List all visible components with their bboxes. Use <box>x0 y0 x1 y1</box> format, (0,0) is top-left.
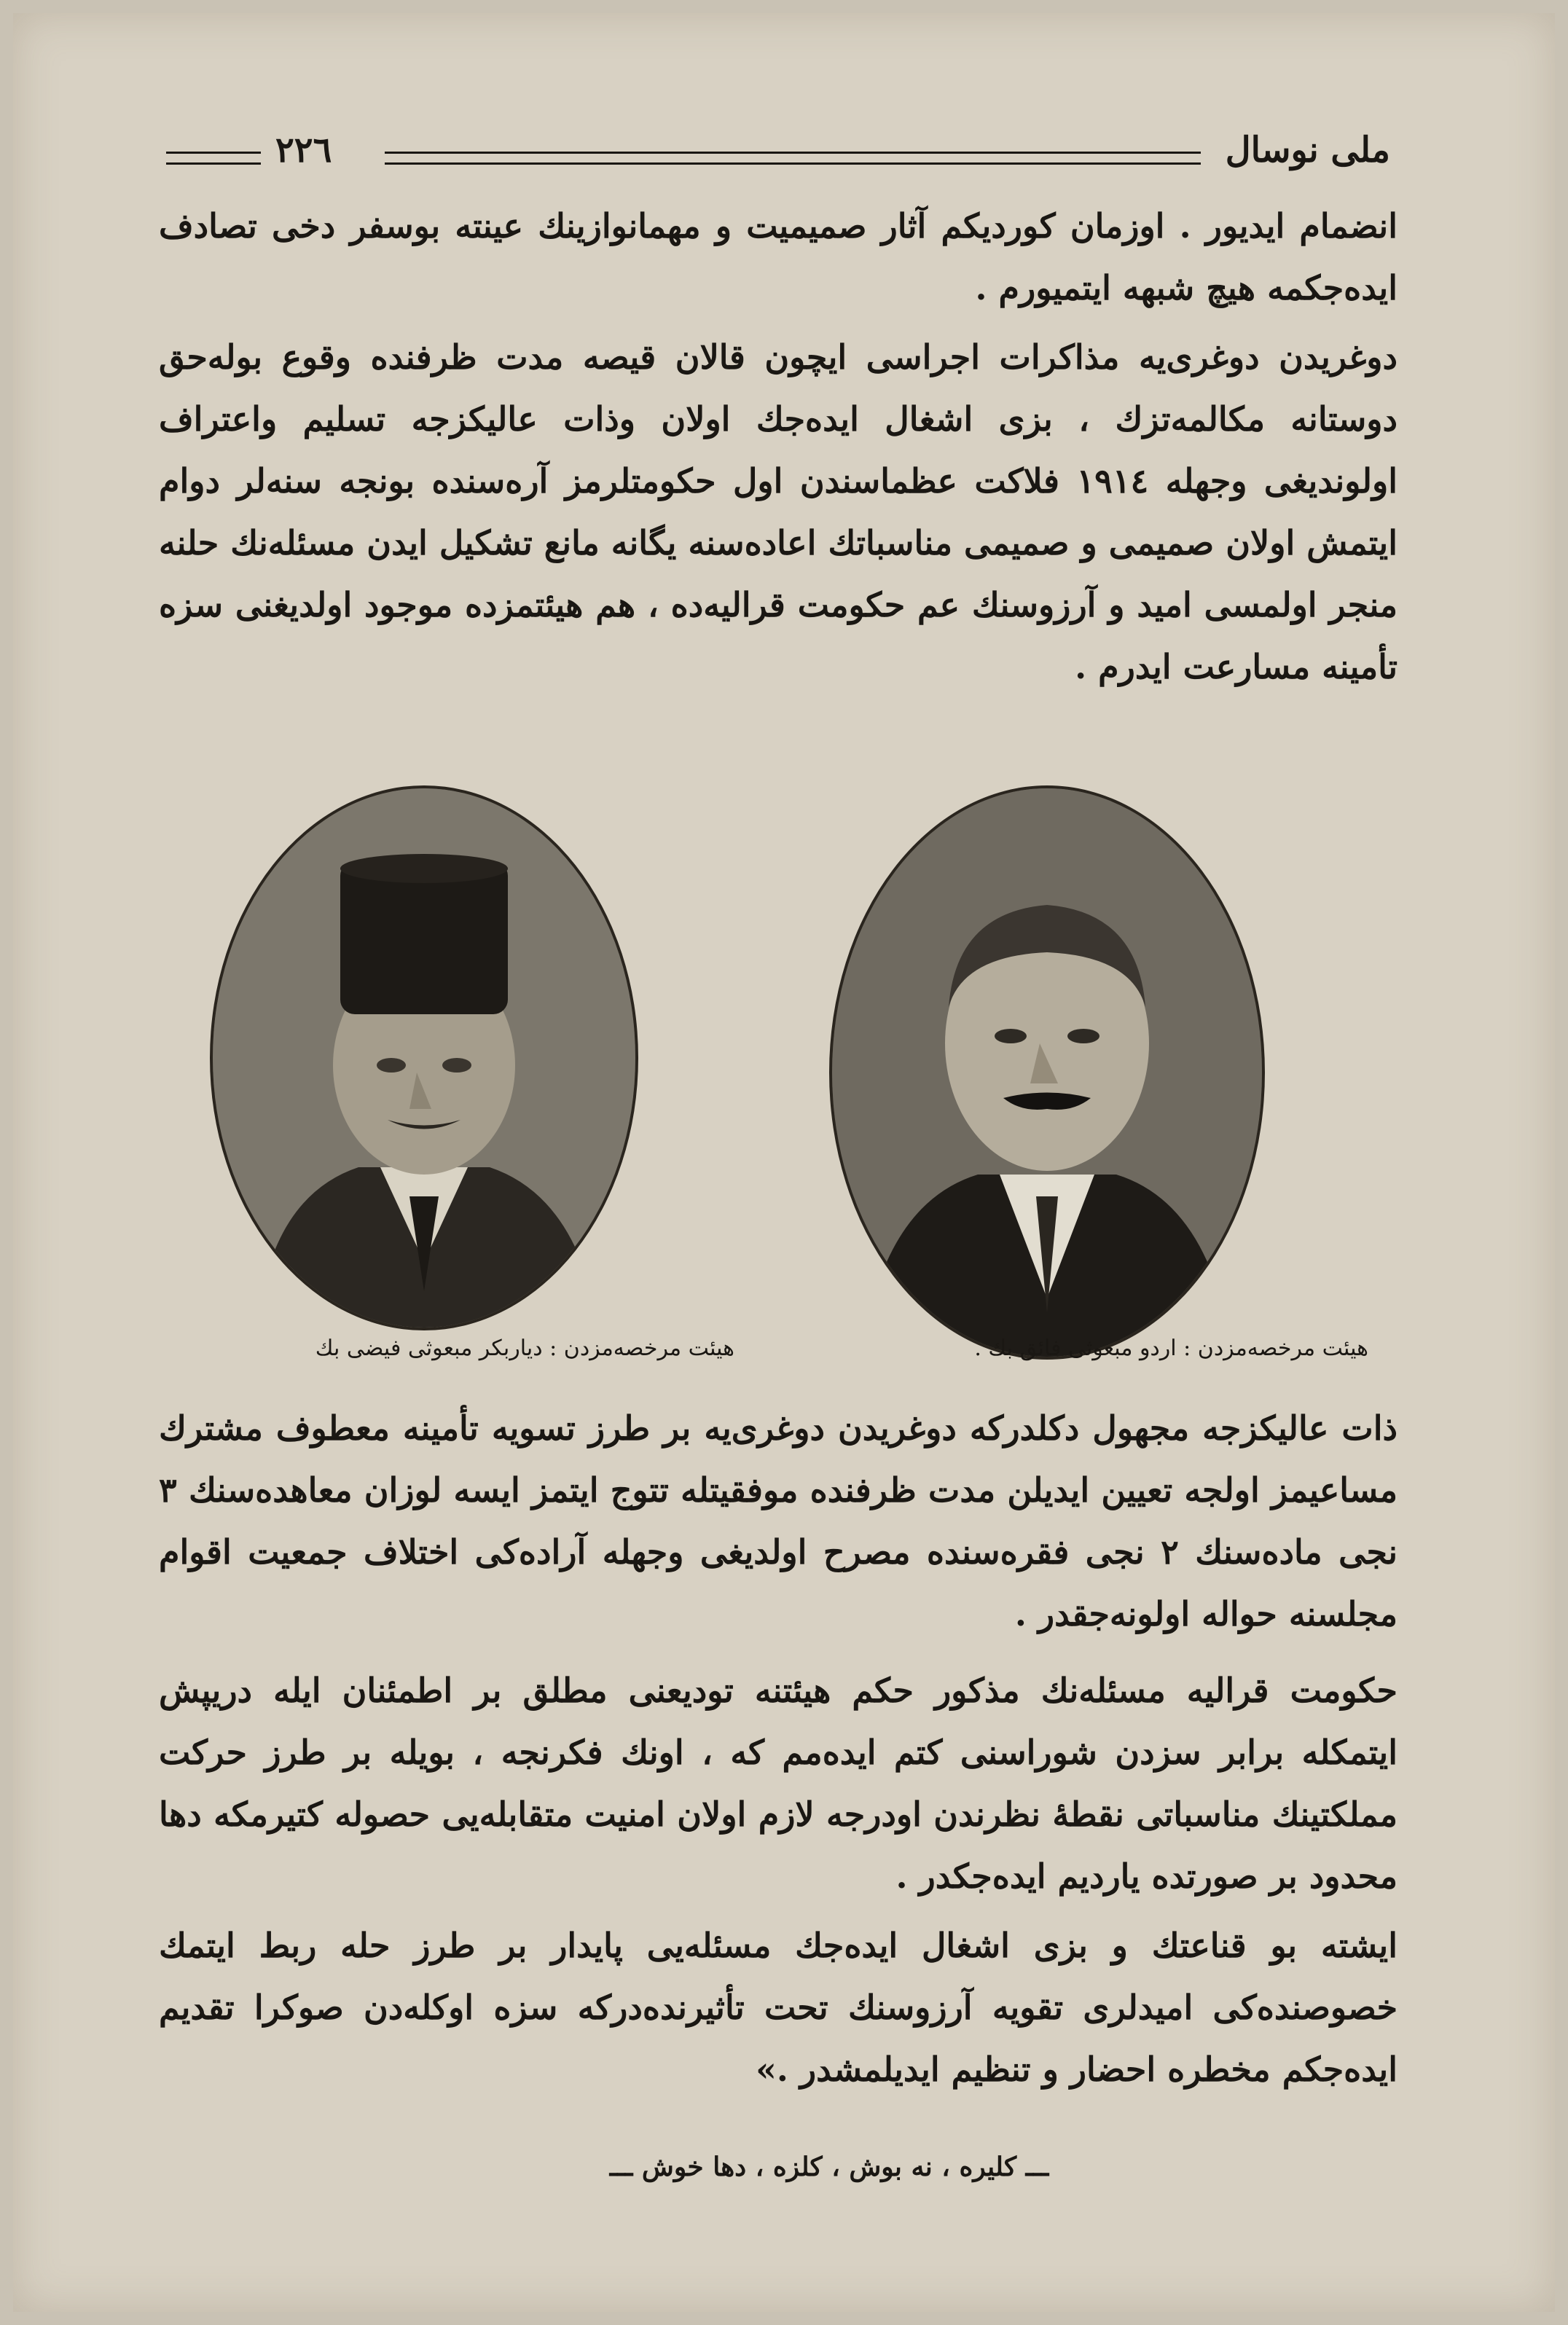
footer-proverb: ـــ کلیره ، نه بوش ، کلزه ، دها خوش ـــ <box>609 2152 1049 2182</box>
portrait-fez-man-illustration <box>213 788 635 1328</box>
portrait-suit-man-illustration <box>832 788 1262 1357</box>
caption-left-portrait: هیئت مرخصه‌مزدن : دیاربکر مبعوثی فیضی بك <box>315 1336 734 1361</box>
paragraph-4: حکومت قرالیه مسئله‌نك مذکور حکم هیئتنه تودیعنی مطلق بر اطمئنان ایله دریپش ایتمکله برابر سزدن شوراسنی کتم ایده‌مم که ، اونك فکرنجه ، بویله بر طرز حرکت مملکتینك مناسباتی نقطهٔ نظرندن اودرجه لازم اولان امنیت متقابله‌یی حصوله کتیرمکه دها محدود بر صورتده یاردیم ایده‌جکدر . <box>159 1671 1398 1896</box>
paragraph-5: ایشته بو قناعتك و بزی اشغال ایده‌جك مسئله‌یی پایدار بر طرز حله ربط ایتمك خصوصنده‌کی امیدلری تقویه آرزوسنك تحت تأثیرنده‌درکه سزه اوکله‌دن صوکرا تقدیم ایده‌جکم مخطره احضار و تنظیم ایدیلمشدر .» <box>159 1926 1398 2089</box>
caption-right-portrait: هیئت مرخصه‌مزدن : اردو مبعوثی فائق بك . <box>974 1336 1368 1361</box>
paragraph-3: ذات عالیکزجه مجهول دکلدرکه دوغریدن دوغری‌یه بر طرز تسویه تأمینه معطوف مشترك مساعیمز اولجه تعیین ایدیلن مدت ظرفنده موفقیتله تتوج ایتمز ایسه لوزان معاهده‌سنك ٣ نجی ماده‌سنك ٢ نجی فقره‌سنده مصرح اولدیغی وجهله آراده‌کی اختلاف جمعیت اقوام مجلسنه حواله اولونه‌جقدر . <box>159 1408 1398 1634</box>
portrait-fez-man <box>210 785 638 1330</box>
journal-title: ملی نوسال <box>1225 130 1390 170</box>
header-rule <box>385 152 1201 165</box>
header-rule-short <box>166 152 261 165</box>
paragraph-2: دوغریدن دوغری‌یه مذاکرات اجراسی ایچون قالان قیصه مدت ظرفنده وقوع بوله‌حق دوستانه مکالمه‌تزك ، بزی اشغال ایده‌جك اولان وذات عالیکزجه تسلیم واعتراف اولوندیغی وجهله ١٩١٤ فلاکت عظماسندن اول حکومتلرمز آره‌سنده بونجه سنه‌لر دوام ایتمش اولان صمیمی و صمیمی مناسباتك اعاده‌سنه یگانه مانع تشکیل ایدن مسئله‌نك حلنه منجر اولمسی امید و آرزوسنك عم حکومت قرالیه‌ده ، هم هیئتمزده موجود اولدیغنی سزه تأمینه مسارعت ایدرم . <box>159 337 1398 686</box>
page-header <box>166 130 1390 195</box>
magazine-page <box>13 13 1555 2312</box>
paragraph-1: انضمام ایدیور . اوزمان کوردیکم آثار صمیمیت و مهمانوازینك عینته بوسفر دخی تصادف ایده‌جکمه هیچ شبهه ایتمیورم . <box>159 206 1398 307</box>
page-number: ٢٢٦ <box>275 130 332 170</box>
portrait-suit-man <box>829 785 1265 1360</box>
